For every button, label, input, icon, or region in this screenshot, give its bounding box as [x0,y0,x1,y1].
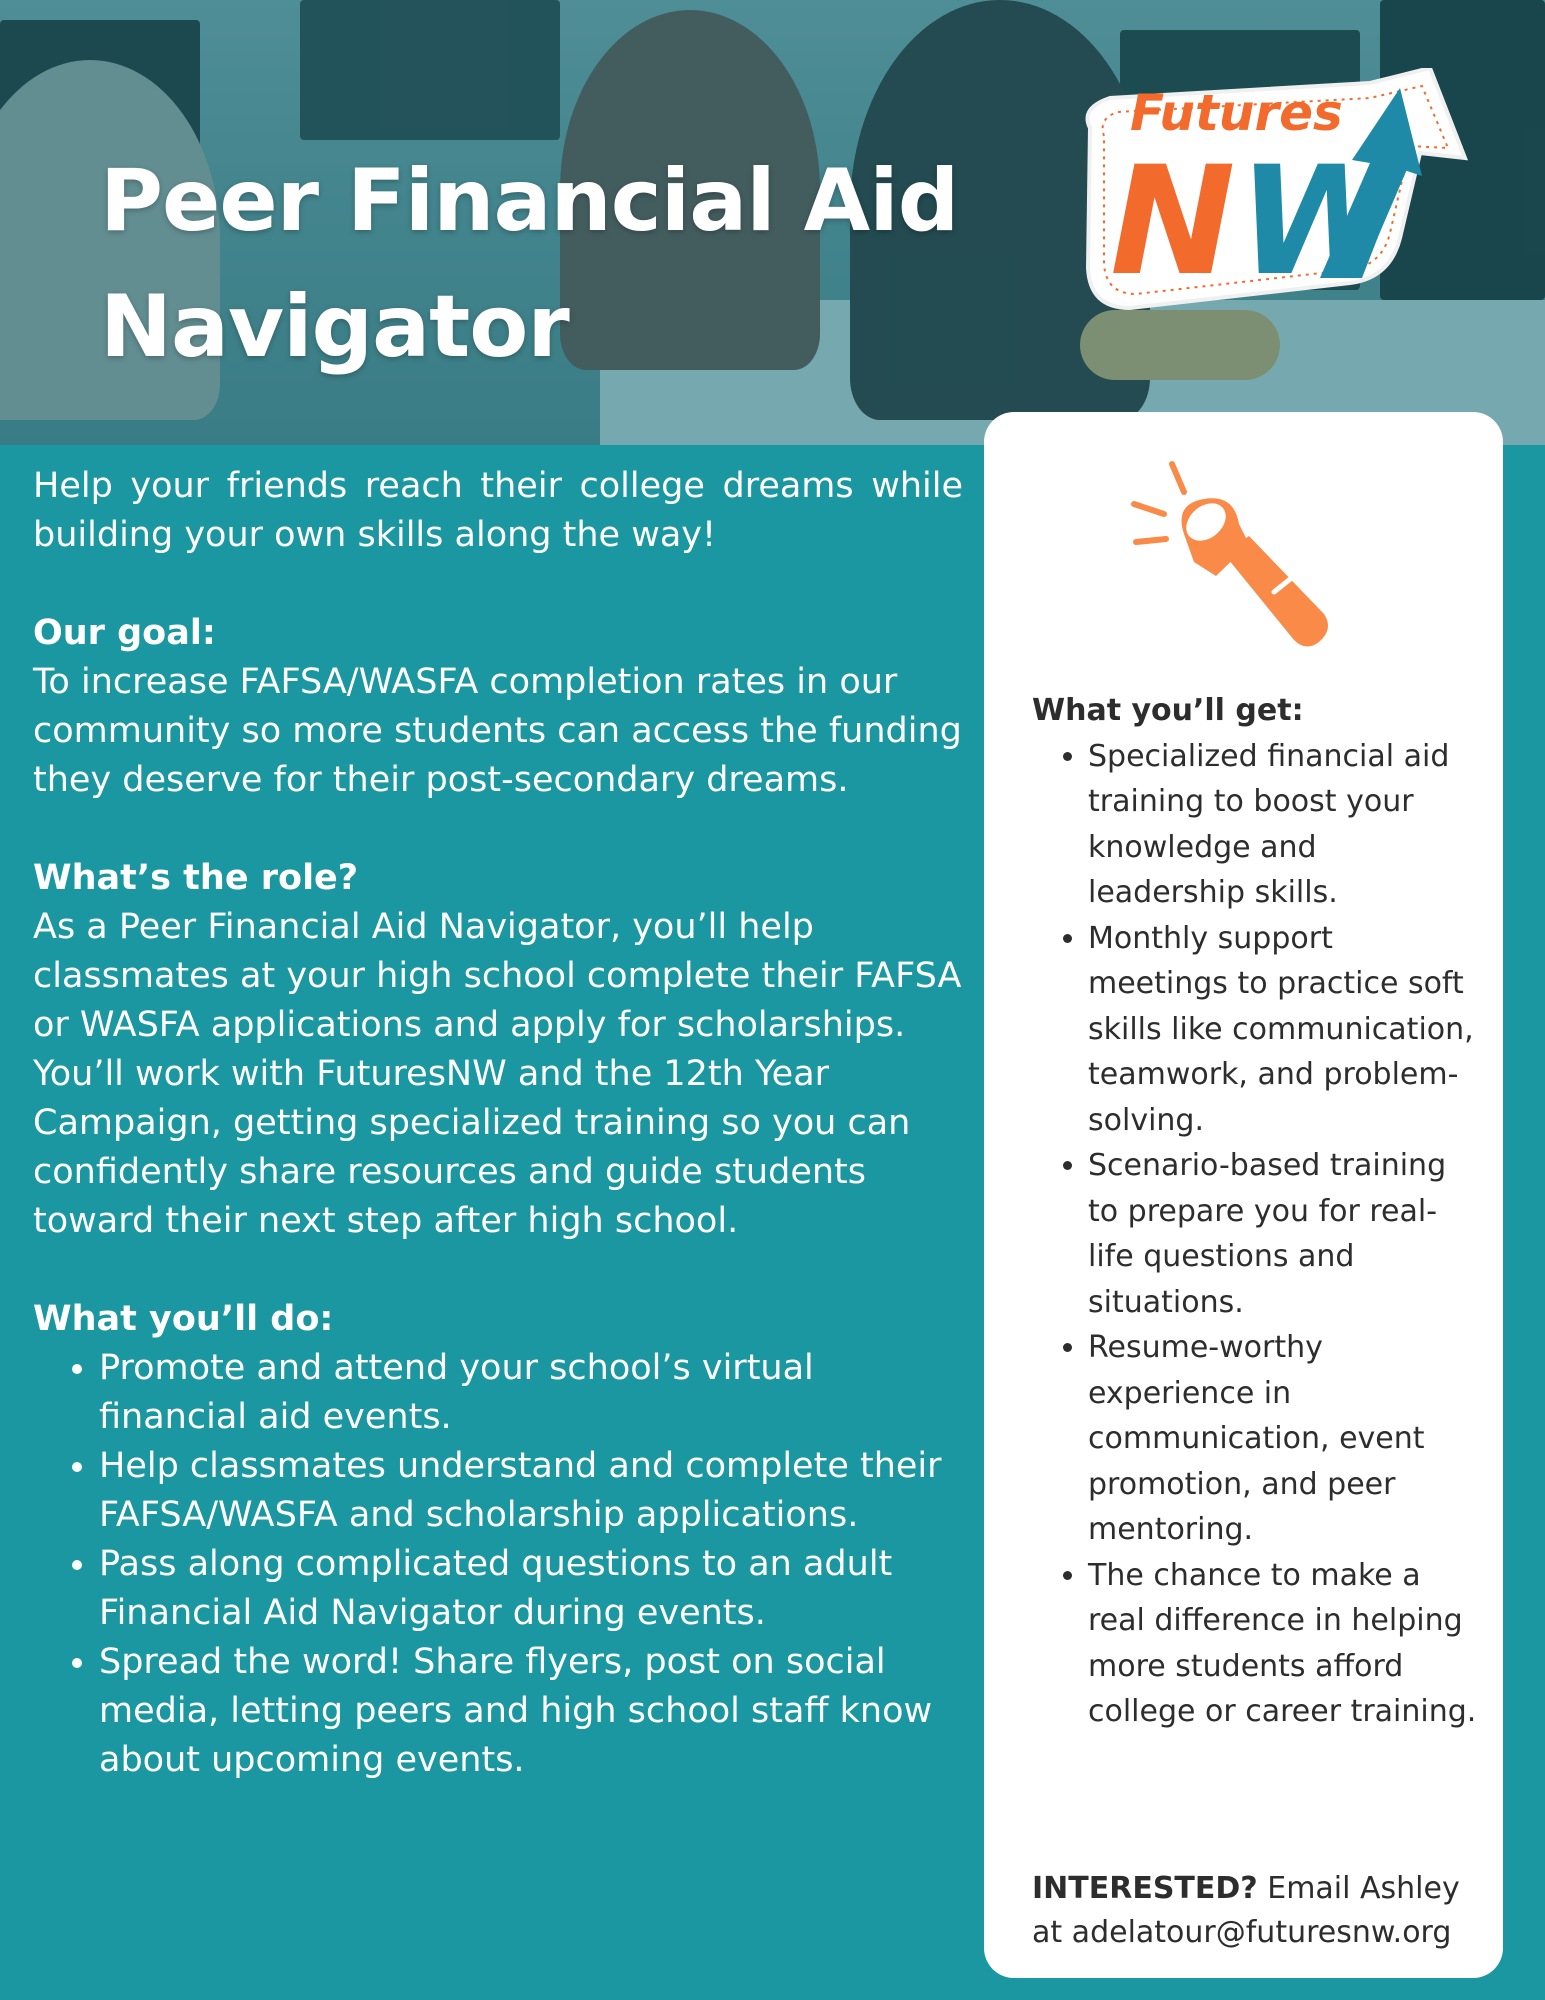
futuresnw-logo [1070,68,1470,328]
contact-text[interactable]: Email Ashley at adelatour@futuresnw.org [1032,1871,1460,1950]
contact-info [1032,1867,1492,1955]
list-item: • Specialized financial aid training to boost your knowledge and leadership skills. [1088,734,1482,916]
goal-heading: Our goal: [33,613,216,653]
logo-futures-text: Futures [1130,84,1343,142]
list-item: • Promote and attend your school’s virtual financial aid events. [99,1344,963,1442]
role-text: As a Peer Financial Aid Navigator, you’ll help classmates at your high school complete their FAFSA or WASFA applications and apply for scholarships. You’ll work with FuturesNW and the 12th Year Campaign, getting specialized training so you can confidently share resources and guide students toward their next step after high school. [33,907,962,1241]
do-list [33,1344,963,1785]
do-heading: What you’ll do: [33,1299,334,1339]
main-content [33,462,963,1785]
benefits-card [984,412,1503,1978]
page-title [100,138,1000,390]
role-heading: What’s the role? [33,858,359,898]
list-item: • The chance to make a real difference in helping more students afford college or career training. [1088,1553,1482,1735]
logo-n-text: N [1110,135,1236,309]
list-item: • Monthly support meetings to practice soft skills like communication, teamwork, and problem-solving. [1088,916,1482,1144]
intro-text: Help your friends reach their college dreams while building your own skills along the way! [33,466,963,555]
logo-w-text: W [1238,135,1404,309]
title-line-2: Navigator [100,277,569,377]
benefits-content [1032,688,1482,1735]
get-heading: What you’ll get: [1032,693,1304,728]
list-item: • Scenario-based training to prepare you for real-life questions and situations. [1088,1143,1482,1325]
flashlight-icon [1124,444,1344,664]
list-item: • Help classmates understand and complete their FAFSA/WASFA and scholarship applications. [99,1442,963,1540]
get-list [1032,734,1482,1735]
list-item: • Spread the word! Share flyers, post on social media, letting peers and high school staff know about upcoming events. [99,1638,963,1785]
contact-label: INTERESTED? [1032,1871,1258,1906]
title-line-1: Peer Financial Aid [100,151,959,251]
list-item: • Pass along complicated questions to an adult Financial Aid Navigator during events. [99,1540,963,1638]
list-item: • Resume-worthy experience in communication, event promotion, and peer mentoring. [1088,1325,1482,1553]
goal-text: To increase FAFSA/WASFA completion rates in our community so more students can access the funding they deserve for their post-secondary dreams. [33,662,962,800]
